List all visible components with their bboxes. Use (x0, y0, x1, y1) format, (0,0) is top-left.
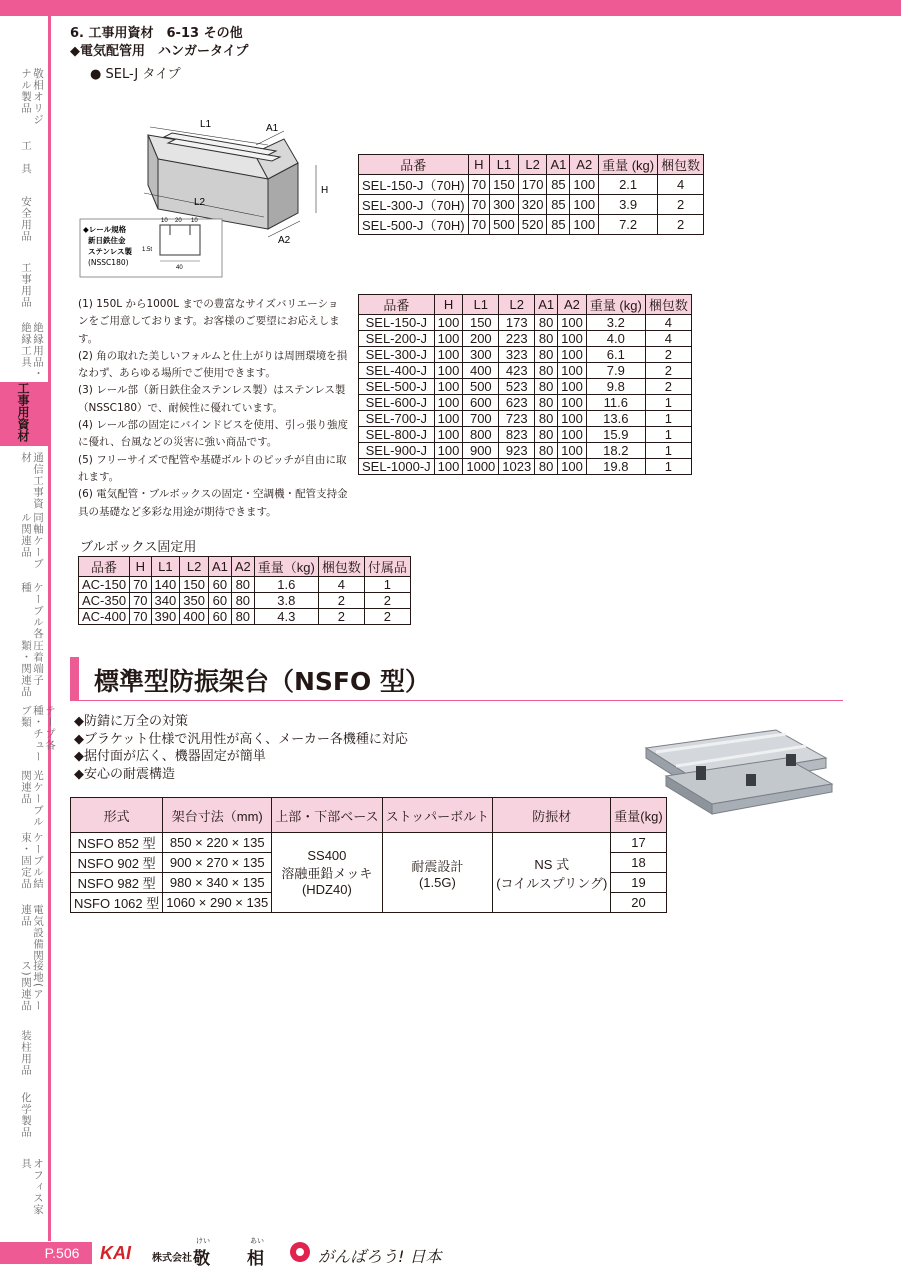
column-header: H (468, 155, 489, 175)
table-cell: 7.2 (599, 215, 658, 235)
table-cell: 223 (499, 331, 535, 347)
table-cell: 700 (463, 411, 499, 427)
column-header: 重量 (kg) (599, 155, 658, 175)
table-cell: 100 (570, 215, 599, 235)
table-cell: 100 (434, 459, 463, 475)
table-cell: SEL-800-J (359, 427, 435, 443)
table-cell: 100 (434, 443, 463, 459)
table-cell: 80 (535, 459, 558, 475)
table-cell: 100 (558, 427, 587, 443)
table-row (359, 331, 692, 347)
column-header: 品番 (79, 557, 130, 577)
table-cell: 100 (570, 195, 599, 215)
table-row (359, 443, 692, 459)
table-cell: 2 (645, 363, 691, 379)
table-cell: 80 (535, 331, 558, 347)
table-cell: 100 (558, 459, 587, 475)
column-header: L1 (490, 155, 519, 175)
merged-cell (272, 833, 382, 913)
table-cell: 60 (208, 609, 231, 625)
table-cell: 300 (463, 347, 499, 363)
table-cell: 100 (558, 411, 587, 427)
table-cell: SEL-500-J（70H) (359, 215, 469, 235)
company-name-1: 敬 (193, 1249, 210, 1269)
table-cell: 100 (558, 331, 587, 347)
sidebar-item: 電気設備関連品 (20, 904, 44, 962)
model-cell: NSFO 852 型 (71, 833, 163, 853)
table-cell: 4 (645, 331, 691, 347)
page-number: P.506 (32, 1242, 92, 1264)
sidebar-item: オフィス家具 (20, 1158, 44, 1216)
rail-note-1: ◆レール規格 (83, 225, 127, 234)
table-cell: 2 (318, 593, 364, 609)
table-cell: 1 (645, 443, 691, 459)
model-cell: NSFO 902 型 (71, 853, 163, 873)
table-cell: SEL-900-J (359, 443, 435, 459)
table-cell: 2 (364, 609, 410, 625)
model-cell: NSFO 982 型 (71, 873, 163, 893)
table-cell: 1 (645, 411, 691, 427)
sidebar-item: 工事用品 (20, 262, 32, 308)
table-cell: AC-150 (79, 577, 130, 593)
cell-line: (コイルスプリング) (496, 875, 608, 891)
table-cell: 623 (499, 395, 535, 411)
column-header: 重量 (kg) (586, 295, 645, 315)
nsfo-table (70, 797, 667, 913)
table-row (359, 215, 704, 235)
slogan: がんばろう! 日本 (318, 1247, 442, 1266)
feature-item: (1) 150L から1000L までの豊富なサイズバリエーションをご用意しております。お客様のご要望にお応えします。 (78, 298, 340, 345)
table-row (71, 833, 667, 853)
merged-cell (493, 833, 611, 913)
table-cell: 423 (499, 363, 535, 379)
table-cell: SEL-150-J（70H) (359, 175, 469, 195)
sidebar-item: 工 具 (20, 140, 32, 175)
table-cell: 19.8 (586, 459, 645, 475)
table-cell: 390 (151, 609, 180, 625)
table-row (359, 459, 692, 475)
table-row (79, 609, 411, 625)
cell-line: (HDZ40) (301, 882, 352, 897)
table-cell: 150 (180, 577, 209, 593)
table-cell: 70 (130, 577, 151, 593)
table-cell: 100 (558, 347, 587, 363)
table-cell: 140 (151, 577, 180, 593)
table-cell: 923 (499, 443, 535, 459)
table-cell: 150 (463, 315, 499, 331)
cell-line: (1.5G) (418, 874, 456, 890)
sidebar-item: 敬相オリジナル製品 (20, 68, 44, 126)
table-row (359, 315, 692, 331)
table-cell: 7.9 (586, 363, 645, 379)
table-cell: 4 (658, 175, 704, 195)
table-cell: 4.0 (586, 331, 645, 347)
sidebar-item: 接地(アース)関連品 (20, 960, 44, 1012)
table-cell: 100 (558, 315, 587, 331)
table-cell: 323 (499, 347, 535, 363)
table-cell: 13.6 (586, 411, 645, 427)
table-cell: 1 (645, 395, 691, 411)
column-header: H (434, 295, 463, 315)
table-cell: 80 (231, 609, 254, 625)
table-cell: 900 (463, 443, 499, 459)
table-cell: 200 (463, 331, 499, 347)
table-cell: 4.3 (254, 609, 318, 625)
table-cell: SEL-200-J (359, 331, 435, 347)
table-cell: 150 (490, 175, 519, 195)
table-row (359, 427, 692, 443)
table-cell: 70 (130, 593, 151, 609)
table-cell: 723 (499, 411, 535, 427)
cell-line: NS 式 (534, 856, 570, 872)
merged-cell (382, 833, 493, 913)
table-cell: 320 (518, 195, 547, 215)
table-row (359, 363, 692, 379)
table-cell: 300 (490, 195, 519, 215)
table-cell: 2 (645, 347, 691, 363)
pullbox-label: ブルボックス固定用 (80, 540, 197, 555)
side-divider (48, 16, 51, 1241)
company-logo: KAI (100, 1243, 131, 1263)
table-header-row (359, 295, 692, 315)
table-cell: 100 (434, 427, 463, 443)
table-cell: 823 (499, 427, 535, 443)
section-accent-bar (70, 657, 79, 701)
category-heading: ◆電気配管用 ハンガータイプ (70, 44, 249, 59)
column-header: 品番 (359, 295, 435, 315)
cell-line: 溶融亜鉛メッキ (281, 866, 373, 881)
table-cell: 100 (434, 347, 463, 363)
table-cell: 3.9 (599, 195, 658, 215)
column-header: A1 (535, 295, 558, 315)
table-cell: 100 (434, 395, 463, 411)
table-cell: 85 (547, 195, 570, 215)
table-cell: 800 (463, 427, 499, 443)
company-type: 株式会社 (152, 1253, 192, 1264)
feature-bullet: ◆ブラケット仕様で汎用性が高く、メーカー各機種に対応 (74, 731, 408, 747)
cherry-blossom-icon (288, 1240, 312, 1264)
table-cell: 170 (518, 175, 547, 195)
column-header: ストッパーボルト (382, 798, 493, 833)
feature-list (78, 296, 348, 521)
table-cell: 2 (645, 379, 691, 395)
table-cell: 520 (518, 215, 547, 235)
table-cell: 100 (434, 315, 463, 331)
column-header: H (130, 557, 151, 577)
table-row (359, 175, 704, 195)
feature-bullet: ◆防錆に万全の対策 (74, 714, 188, 729)
section-title: 標準型防振架台（NSFO 型） (94, 667, 430, 696)
rail-note-2: 新日鉄住金 (88, 236, 126, 245)
column-header: A2 (231, 557, 254, 577)
table-cell: 80 (535, 379, 558, 395)
table-cell: 1 (364, 577, 410, 593)
table-cell: 400 (463, 363, 499, 379)
table-cell: 60 (208, 577, 231, 593)
table-row (79, 577, 411, 593)
table-cell: 100 (558, 395, 587, 411)
table-cell: 80 (535, 347, 558, 363)
feature-item: (3) レール部（新日鉄住金ステンレス製）はステンレス製（NSSC180）で、耐候性に優れています。 (78, 384, 346, 414)
column-header: A1 (547, 155, 570, 175)
cell-line: SS400 (307, 848, 347, 863)
footer-pink-block (0, 1242, 32, 1264)
column-header: L1 (463, 295, 499, 315)
table-cell: 80 (535, 411, 558, 427)
sidebar-item: 装柱用品 (20, 1030, 32, 1076)
weight-cell: 17 (611, 833, 666, 853)
table-row (359, 379, 692, 395)
sidebar-item: 工事用資材 (16, 382, 30, 442)
sidebar-item: 絶縁用品・絶縁工具 (20, 322, 44, 380)
sidebar-item: 安全用品 (20, 196, 32, 242)
size-cell: 900 × 270 × 135 (163, 853, 272, 873)
dim-15t: 1.5t (142, 247, 153, 253)
top-bar (0, 0, 901, 16)
table-header-row (79, 557, 411, 577)
sidebar-item: 化学製品 (20, 1092, 32, 1138)
table-cell: SEL-150-J (359, 315, 435, 331)
table-cell: 100 (558, 363, 587, 379)
table-cell: 6.1 (586, 347, 645, 363)
weight-cell: 18 (611, 853, 666, 873)
dim-10a: 10 (161, 218, 168, 224)
column-header: 架台寸法（mm) (163, 798, 272, 833)
table-cell: SEL-1000-J (359, 459, 435, 475)
table-cell: 80 (535, 395, 558, 411)
table-cell: 500 (463, 379, 499, 395)
table-row (359, 347, 692, 363)
table-cell: 100 (434, 379, 463, 395)
table-row (359, 411, 692, 427)
table-cell: 600 (463, 395, 499, 411)
table-cell: SEL-300-J（70H) (359, 195, 469, 215)
column-header: 重量（kg) (254, 557, 318, 577)
label-a2: A2 (278, 235, 291, 246)
feature-bullet: ◆据付面が広く、機器固定が簡単 (74, 749, 266, 764)
rail-note-3: ステンレス製 (88, 247, 133, 256)
table-cell: 2 (658, 195, 704, 215)
table-cell: 70 (468, 175, 489, 195)
table-cell: 15.9 (586, 427, 645, 443)
table-cell: 80 (535, 427, 558, 443)
feature-item: (6) 電気配管・ブルボックスの固定・空調機・配管支持金具の基礎など多彩な用途が期待できます。 (78, 488, 348, 518)
table-header-row (71, 798, 667, 833)
size-cell: 850 × 220 × 135 (163, 833, 272, 853)
column-header: 重量(kg) (611, 798, 666, 833)
column-header: A2 (558, 295, 587, 315)
sidebar-item: 同軸ケーブル関連品 (20, 512, 44, 570)
cell-line: 耐震設計 (411, 858, 464, 874)
table-cell: 85 (547, 175, 570, 195)
table-cell: 500 (490, 215, 519, 235)
chapter-heading: 6. 工事用資材 6-13 その他 (70, 26, 243, 41)
table-cell: 2.1 (599, 175, 658, 195)
table-cell: 1023 (499, 459, 535, 475)
table-cell: 2 (658, 215, 704, 235)
dim-20: 20 (175, 218, 182, 224)
table-cell: 340 (151, 593, 180, 609)
table-cell: 1 (645, 459, 691, 475)
table-cell: SEL-600-J (359, 395, 435, 411)
sidebar-item: ケーブル結束・固定品 (20, 832, 44, 890)
table-cell: 523 (499, 379, 535, 395)
table-cell: 2 (318, 609, 364, 625)
column-header: A1 (208, 557, 231, 577)
table-cell: 85 (547, 215, 570, 235)
table-cell: 18.2 (586, 443, 645, 459)
feature-bullet: ◆安心の耐震構造 (74, 766, 175, 782)
table-cell: 173 (499, 315, 535, 331)
model-cell: NSFO 1062 型 (71, 893, 163, 913)
table-cell: 100 (570, 175, 599, 195)
label-l2: L2 (194, 197, 206, 208)
column-header: L2 (518, 155, 547, 175)
table-cell: SEL-300-J (359, 347, 435, 363)
label-a1: A1 (266, 123, 279, 134)
table-cell: 3.2 (586, 315, 645, 331)
type-heading: ● SEL-J タイプ (90, 67, 181, 82)
size-cell: 980 × 340 × 135 (163, 873, 272, 893)
table-cell: SEL-700-J (359, 411, 435, 427)
table-cell: 80 (535, 443, 558, 459)
table-cell: 1.6 (254, 577, 318, 593)
table-cell: 400 (180, 609, 209, 625)
section-underline (70, 700, 843, 701)
rail-note-4: (NSSC180) (88, 258, 129, 267)
sel-70h-table (358, 154, 704, 235)
table-cell: SEL-500-J (359, 379, 435, 395)
table-cell: 1000 (463, 459, 499, 475)
column-header: 梱包数 (318, 557, 364, 577)
column-header: 梱包数 (645, 295, 691, 315)
dim-40: 40 (176, 265, 183, 271)
table-header-row (359, 155, 704, 175)
table-cell: AC-350 (79, 593, 130, 609)
table-cell: 2 (364, 593, 410, 609)
feature-item: (2) 角の取れた美しいフォルムと仕上がりは周囲環境を損なわず、あらゆる場所でご使用できます。 (78, 349, 348, 380)
column-header: 付属品 (364, 557, 410, 577)
table-row (359, 195, 704, 215)
table-cell: 80 (535, 315, 558, 331)
size-cell: 1060 × 290 × 135 (163, 893, 272, 913)
table-cell: 9.8 (586, 379, 645, 395)
sidebar-item: 光ケーブル関連品 (20, 770, 44, 828)
table-cell: 80 (231, 577, 254, 593)
column-header: 梱包数 (658, 155, 704, 175)
column-header: 品番 (359, 155, 469, 175)
table-cell: 4 (318, 577, 364, 593)
dim-10b: 10 (191, 218, 198, 224)
column-header: 防振材 (493, 798, 611, 833)
table-cell: 1 (645, 427, 691, 443)
sidebar-item: テープ各種・チューブ類 (20, 705, 56, 763)
table-cell: 80 (231, 593, 254, 609)
table-row (79, 593, 411, 609)
pullbox-table (78, 556, 411, 625)
sidebar-item: ケーブル各種 (20, 582, 44, 640)
company-name-2: 相 (247, 1249, 264, 1269)
table-row (359, 395, 692, 411)
label-l1: L1 (200, 119, 212, 130)
table-cell: 100 (434, 331, 463, 347)
weight-cell: 20 (611, 893, 666, 913)
table-cell: 350 (180, 593, 209, 609)
table-cell: 100 (558, 443, 587, 459)
company-ruby-1: けい (196, 1237, 210, 1245)
table-cell: 70 (468, 195, 489, 215)
table-cell: 70 (130, 609, 151, 625)
table-cell: 60 (208, 593, 231, 609)
column-header: A2 (570, 155, 599, 175)
table-cell: 100 (558, 379, 587, 395)
sel-100h-table (358, 294, 692, 475)
column-header: L2 (499, 295, 535, 315)
column-header: 上部・下部ベース (272, 798, 382, 833)
table-cell: 100 (434, 363, 463, 379)
column-header: L1 (151, 557, 180, 577)
table-cell: 80 (535, 363, 558, 379)
feature-item: (4) レール部の固定にバインドビスを使用、引っ張り強度に優れ、台風などの災害に強い商品です。 (78, 419, 348, 449)
label-h: H (321, 185, 329, 196)
company-ruby-2: あい (250, 1237, 264, 1245)
table-cell: 100 (434, 411, 463, 427)
sidebar-item: 通信工事資材 (20, 452, 44, 510)
table-cell: 11.6 (586, 395, 645, 411)
product-drawing (78, 101, 342, 279)
sidebar-item: 圧着端子類・関連品 (20, 640, 44, 698)
feature-item: (5) フリーサイズで配管や基礎ボルトのピッチが自由に取れます。 (78, 453, 347, 483)
table-cell: 4 (645, 315, 691, 331)
table-cell: 3.8 (254, 593, 318, 609)
column-header: L2 (180, 557, 209, 577)
table-cell: AC-400 (79, 609, 130, 625)
table-cell: 70 (468, 215, 489, 235)
weight-cell: 19 (611, 873, 666, 893)
table-cell: SEL-400-J (359, 363, 435, 379)
column-header: 形式 (71, 798, 163, 833)
